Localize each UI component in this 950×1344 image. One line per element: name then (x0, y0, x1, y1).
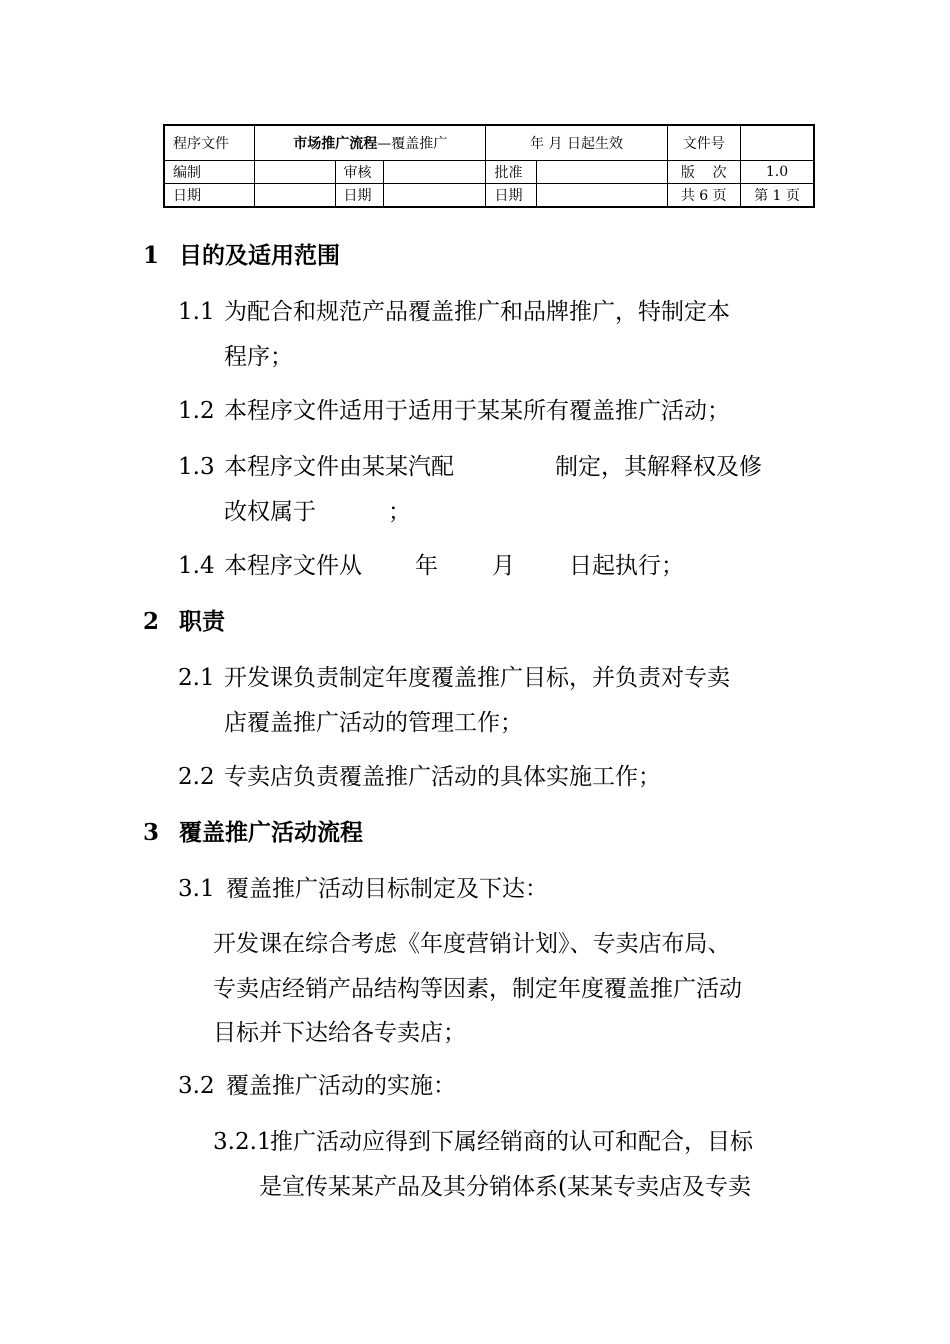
list-item (213, 1127, 753, 1157)
version-value: 1.0 (740, 161, 814, 184)
year-label: 年 (415, 553, 438, 579)
date-value (383, 184, 486, 208)
item-number: 3.2 (178, 1073, 215, 1099)
section-number: 3 (143, 819, 160, 846)
paragraph-line: 目标并下达给各专卖店； (213, 1020, 466, 1046)
item-text: 为配合和规范产品覆盖推广和品牌推广，特制定本 (224, 299, 730, 325)
section-title: 覆盖推广活动流程 (179, 819, 363, 846)
header-row (164, 184, 814, 208)
doc-title-cell (255, 125, 486, 161)
approved-by-value (536, 161, 667, 184)
item-number: 2.2 (178, 764, 215, 790)
month-label: 月 (492, 553, 515, 579)
date-label: 日期 (486, 184, 536, 208)
date-label: 日期 (335, 184, 383, 208)
date-label: 日期 (164, 184, 255, 208)
doc-title-bold: 市场推广流程 (293, 136, 378, 152)
page-number: 第 1 页 (740, 184, 814, 208)
item-continuation: 店覆盖推广活动的管理工作； (224, 710, 523, 736)
item-number: 1.1 (178, 299, 215, 325)
item-text: 本程序文件适用于适用于某某所有覆盖推广活动； (224, 398, 730, 424)
total-pages: 共 6 页 (667, 184, 740, 208)
item-text: 开发课负责制定年度覆盖推广目标，并负责对专卖 (224, 665, 730, 691)
prepared-by-value (255, 161, 335, 184)
approved-by-label: 批准 (486, 161, 536, 184)
list-item (178, 551, 362, 581)
header-row (164, 161, 814, 184)
item-number: 3.1 (178, 876, 215, 902)
list-item (178, 663, 730, 693)
list-item (178, 452, 454, 482)
item-text: 专卖店负责覆盖推广活动的具体实施工作； (224, 764, 661, 790)
document-header-table (163, 124, 815, 208)
section-number: 2 (143, 608, 160, 635)
item-number: 1.3 (178, 454, 215, 480)
effective-date-cell: 年 月 日起生效 (486, 125, 667, 161)
item-continuation: 是宣传某某产品及其分销体系(某某专卖店及专卖 (259, 1174, 751, 1200)
section-heading (143, 241, 340, 271)
day-label: 日起执行； (569, 553, 684, 579)
item-text: 本程序文件从 (224, 553, 362, 579)
item-continuation: ； (388, 499, 411, 525)
item-number: 1.2 (178, 398, 215, 424)
prepared-by-label: 编制 (164, 161, 255, 184)
section-heading (143, 607, 225, 637)
list-item (178, 1071, 456, 1101)
item-text: 推广活动应得到下属经销商的认可和配合，目标 (270, 1129, 753, 1155)
reviewed-by-value (383, 161, 486, 184)
date-value (536, 184, 667, 208)
item-continuation: 改权属于 (224, 499, 316, 525)
item-continuation: 程序； (224, 344, 293, 370)
paragraph-line: 专卖店经销产品结构等因素，制定年度覆盖推广活动 (213, 976, 742, 1002)
doc-no-label: 文件号 (667, 125, 740, 161)
item-text: 覆盖推广活动的实施： (226, 1073, 456, 1099)
section-title: 职责 (179, 608, 225, 635)
item-text: 覆盖推广活动目标制定及下达： (226, 876, 548, 902)
list-item (178, 396, 730, 426)
section-heading (143, 818, 363, 848)
doc-type-cell: 程序文件 (164, 125, 255, 161)
item-number: 3.2.1 (213, 1129, 272, 1155)
section-number: 1 (143, 242, 160, 269)
version-label: 版 次 (667, 161, 740, 184)
header-row (164, 125, 814, 161)
item-text: 制定，其解释权及修 (555, 454, 762, 480)
list-item (178, 762, 661, 792)
item-text: 本程序文件由某某汽配 (224, 454, 454, 480)
list-item (178, 297, 730, 327)
list-item (178, 874, 548, 904)
item-number: 1.4 (178, 553, 215, 579)
date-value (255, 184, 335, 208)
doc-no-value (740, 125, 814, 161)
doc-title-rest: —覆盖推广 (377, 136, 448, 152)
paragraph-line: 开发课在综合考虑《年度营销计划》、专卖店布局、 (213, 931, 731, 957)
section-title: 目的及适用范围 (179, 242, 340, 269)
reviewed-by-label: 审核 (335, 161, 383, 184)
item-number: 2.1 (178, 665, 215, 691)
